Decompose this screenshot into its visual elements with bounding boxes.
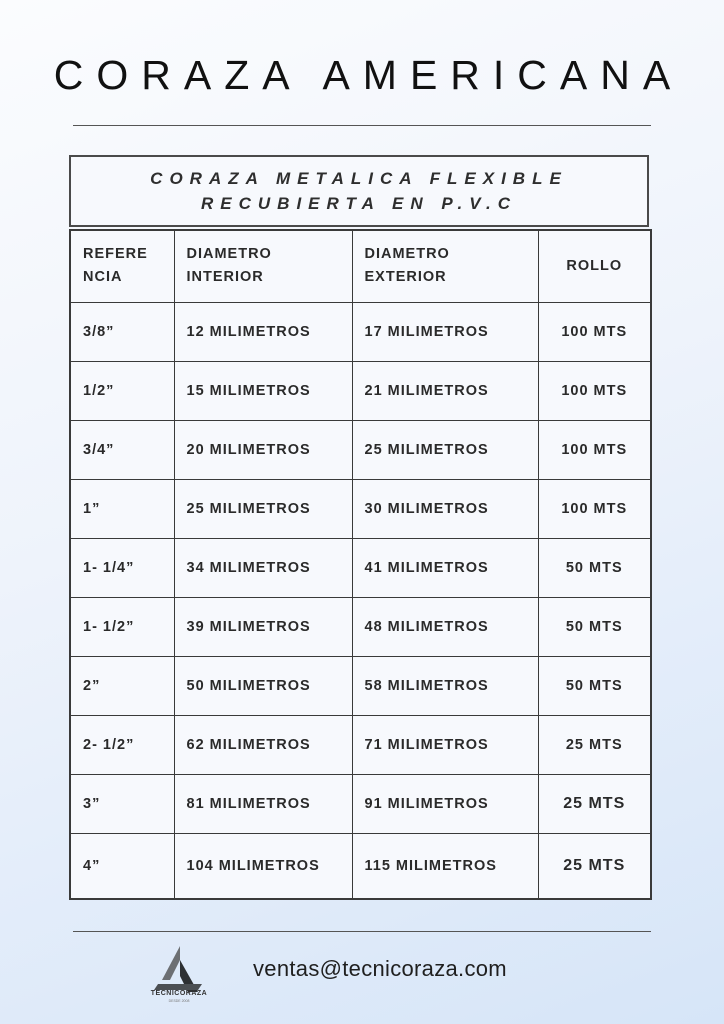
cell-interior: 39 MILIMETROS	[174, 597, 352, 656]
top-divider	[73, 125, 651, 126]
table-header-row	[70, 230, 651, 302]
cell-exterior: 115 MILIMETROS	[352, 833, 538, 899]
table-row	[70, 774, 651, 833]
page-title: CORAZA AMERICANA	[53, 52, 684, 98]
cell-exterior: 17 MILIMETROS	[352, 302, 538, 361]
cell-exterior: 25 MILIMETROS	[352, 420, 538, 479]
cell-interior: 20 MILIMETROS	[174, 420, 352, 479]
spec-table	[69, 229, 652, 900]
cell-rollo: 25 MTS	[538, 774, 651, 833]
cell-referencia: 2- 1/2”	[70, 715, 174, 774]
cell-referencia: 3/4”	[70, 420, 174, 479]
cell-rollo: 100 MTS	[538, 479, 651, 538]
header-diametro-exterior: DIAMETRO EXTERIOR	[352, 230, 538, 302]
cell-interior: 25 MILIMETROS	[174, 479, 352, 538]
table-row	[70, 833, 651, 899]
cell-interior: 50 MILIMETROS	[174, 656, 352, 715]
cell-interior: 15 MILIMETROS	[174, 361, 352, 420]
cell-referencia: 4”	[70, 833, 174, 899]
subtitle-line-1: CORAZA METALICA FLEXIBLE	[150, 169, 568, 188]
cell-exterior: 91 MILIMETROS	[352, 774, 538, 833]
header-rollo: ROLLO	[538, 230, 651, 302]
table-row	[70, 597, 651, 656]
cell-rollo: 25 MTS	[538, 715, 651, 774]
cell-exterior: 30 MILIMETROS	[352, 479, 538, 538]
cell-referencia: 1- 1/4”	[70, 538, 174, 597]
bottom-divider	[73, 931, 651, 932]
cell-interior: 12 MILIMETROS	[174, 302, 352, 361]
cell-rollo: 50 MTS	[538, 538, 651, 597]
cell-referencia: 1/2”	[70, 361, 174, 420]
cell-rollo: 50 MTS	[538, 597, 651, 656]
subtitle-line-2: RECUBIERTA EN P.V.C	[201, 194, 517, 213]
cell-exterior: 48 MILIMETROS	[352, 597, 538, 656]
cell-referencia: 3”	[70, 774, 174, 833]
cell-interior: 104 MILIMETROS	[174, 833, 352, 899]
table-row	[70, 302, 651, 361]
cell-rollo: 25 MTS	[538, 833, 651, 899]
logo-name: TECNICORAZA	[150, 990, 208, 997]
table-row	[70, 479, 651, 538]
cell-rollo: 50 MTS	[538, 656, 651, 715]
cell-rollo: 100 MTS	[538, 361, 651, 420]
header-diametro-interior: DIAMETRO INTERIOR	[174, 230, 352, 302]
logo-tagline: DESDE 2008	[168, 999, 190, 1003]
cell-exterior: 21 MILIMETROS	[352, 361, 538, 420]
cell-referencia: 3/8”	[70, 302, 174, 361]
cell-interior: 34 MILIMETROS	[174, 538, 352, 597]
cell-interior: 81 MILIMETROS	[174, 774, 352, 833]
cell-referencia: 1- 1/2”	[70, 597, 174, 656]
contact-email[interactable]: ventas@tecnicoraza.com	[253, 956, 507, 981]
cell-exterior: 41 MILIMETROS	[352, 538, 538, 597]
cell-exterior: 71 MILIMETROS	[352, 715, 538, 774]
table-row	[70, 420, 651, 479]
table-row	[70, 361, 651, 420]
subtitle-box	[69, 155, 649, 227]
cell-referencia: 2”	[70, 656, 174, 715]
cell-referencia: 1”	[70, 479, 174, 538]
table-row	[70, 538, 651, 597]
table-row	[70, 715, 651, 774]
cell-rollo: 100 MTS	[538, 302, 651, 361]
cell-interior: 62 MILIMETROS	[174, 715, 352, 774]
table-row	[70, 656, 651, 715]
header-referencia: REFERE NCIA	[70, 230, 174, 302]
cell-rollo: 100 MTS	[538, 420, 651, 479]
cell-exterior: 58 MILIMETROS	[352, 656, 538, 715]
